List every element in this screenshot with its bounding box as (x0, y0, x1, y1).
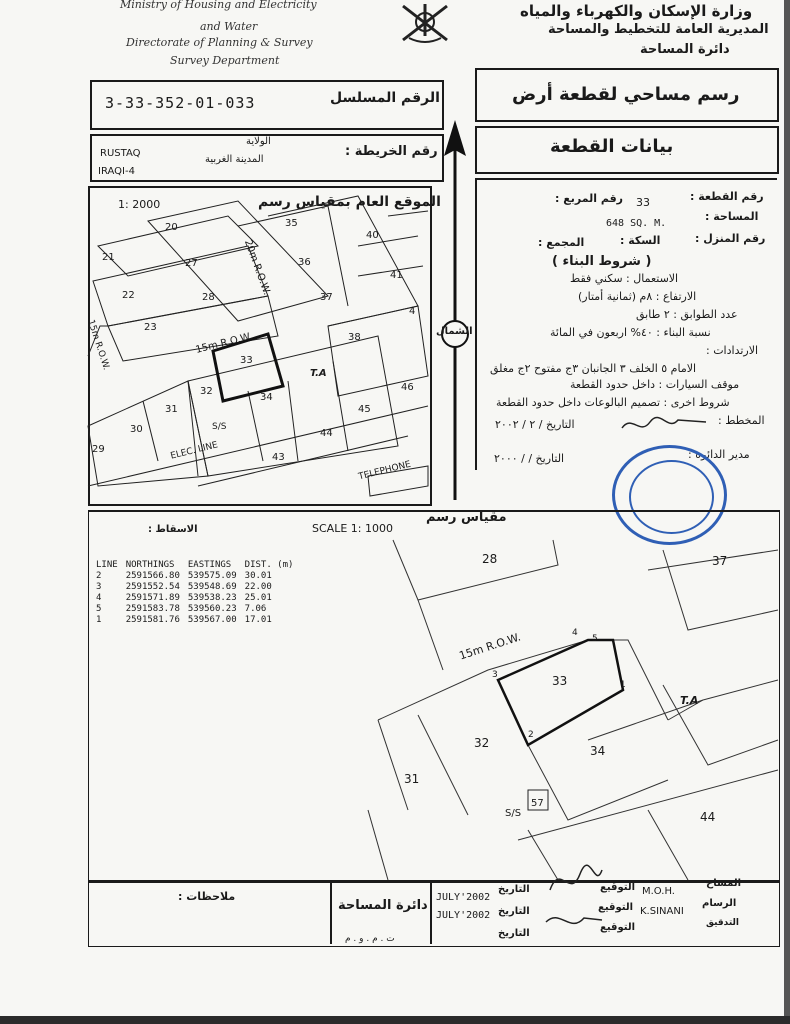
loc-plot-4: 4 (409, 306, 416, 317)
detail-plot-32: 32 (474, 736, 490, 750)
loc-plot-21: 21 (102, 252, 115, 263)
footer-signature (540, 860, 610, 940)
planner-label: المخطط : (718, 414, 765, 427)
coords-header-dist: DIST. (m) (244, 560, 294, 570)
cell: 2591552.54 (125, 582, 180, 592)
detail-plot-44: 44 (700, 810, 716, 824)
cell: 1 (96, 615, 102, 625)
building-setbacks: الارتدادات : (706, 344, 759, 357)
sikka-label: السكة : (620, 234, 661, 247)
plot-data-title: بيانات القطعة (550, 136, 674, 157)
loc-plot-41: 41 (390, 270, 403, 281)
ministry-ar-line3: دائرة المساحة (640, 42, 730, 57)
footer-date-label-3: التاريخ (498, 928, 530, 939)
detail-plot-57: 57 (531, 798, 544, 809)
surveyor-value: M.O.H. (642, 886, 675, 897)
scan-edge-bottom (0, 1016, 790, 1024)
footer-date-label-1: التاريخ (498, 884, 530, 895)
square-label: رقم المربع : (555, 192, 623, 205)
footer-bottom-left: ت . م . و . م (345, 934, 395, 944)
document-title: رسم مساحي لقطعة أرض (512, 84, 740, 105)
scale-label: مقياس رسم (426, 510, 507, 525)
house-label: رقم المنزل : (695, 232, 766, 245)
loc-plot-33: 33 (240, 355, 253, 366)
loc-row15-left: 15m R.O.W. (85, 318, 111, 372)
loc-elec-line: ELEC. LINE (169, 440, 219, 462)
building-use: الاستعمال : سكني فقط (570, 272, 679, 285)
loc-plot-27: 27 (185, 258, 198, 269)
detail-plot-34: 34 (590, 744, 606, 758)
ministry-en-line1: Ministry of Housing and Electricity (120, 0, 317, 11)
map-ref-label: رقم الخريطة : (345, 144, 438, 159)
coords-header-line: LINE (96, 560, 118, 570)
ministry-ar-line2: المديرية العامة للتخطيط والمساحة (548, 22, 769, 37)
footer-signature-label-1: التوقيع (600, 882, 635, 893)
loc-plot-36: 36 (298, 257, 311, 268)
detail-vertex-4: 4 (572, 628, 578, 638)
detail-scale: SCALE 1: 1000 (312, 522, 393, 535)
loc-plot-46: 46 (401, 382, 414, 393)
area-label: المساحة : (705, 210, 759, 223)
loc-plot-35: 35 (285, 218, 298, 229)
footer-signature-label-3: التوقيع (600, 922, 635, 933)
detail-row: 15m R.O.W. (457, 630, 523, 663)
loc-plot-20: 20 (165, 222, 178, 233)
coords-header-northings: NORTHINGS (125, 560, 175, 570)
serial-label: الرقم المسلسل (330, 90, 440, 106)
loc-plot-45: 45 (358, 404, 371, 415)
footer-divider-2 (430, 880, 432, 944)
projection-label: الاسقاط : (148, 524, 198, 535)
loc-plot-44: 44 (320, 428, 333, 439)
cell: 5 (96, 604, 102, 614)
cell: 17.01 (244, 615, 272, 625)
checker-label: التدقيق (706, 918, 740, 928)
loc-plot-29: 29 (92, 444, 105, 455)
cell: 30.01 (244, 571, 272, 581)
footer-divider-1 (330, 880, 332, 944)
north-label: الشمال (436, 326, 473, 337)
plot-no-label: رقم القطعة : (690, 190, 764, 203)
building-setbacks-detail: الامام ٥ الخلف ٣ الجانبان ٣ج مفتوح ٢ج مغلق (490, 362, 697, 375)
cell: 2591571.89 (125, 593, 180, 603)
building-parking: موقف السيارات : داخل حدود القطعة (570, 378, 740, 391)
footer-date-1: JULY'2002 (436, 892, 491, 903)
wilayat-value: RUSTAQ (100, 148, 141, 159)
cell: 539567.00 (187, 615, 237, 625)
area-value: 648 SQ. M. (606, 218, 667, 229)
detail-vertex-1: 1 (620, 680, 626, 690)
detail-vertex-5: 5 (592, 634, 598, 644)
ministry-ar-line1: وزارة الإسكان والكهرباء والمياه (520, 2, 753, 20)
director-label: مدير الدائرة : (688, 448, 750, 461)
coords-header-eastings: EASTINGS (187, 560, 232, 570)
cell: 2591566.80 (125, 571, 180, 581)
detail-plot-28: 28 (482, 552, 498, 566)
notes-label: ملاحظات : (178, 890, 236, 903)
cell: 539560.23 (187, 604, 237, 614)
scan-edge-right (784, 0, 790, 1024)
loc-ss: S/S (212, 422, 227, 432)
city-label: المدينة الغربية (205, 154, 264, 165)
loc-plot-43: 43 (272, 452, 285, 463)
loc-plot-22: 22 (122, 290, 135, 301)
building-title: ( شروط البناء ) (552, 254, 652, 269)
surveyor-label: المساح (706, 878, 742, 889)
cell: 539575.09 (187, 571, 237, 581)
ministry-en-line4: Survey Department (170, 54, 280, 67)
ministry-en-line2: and Water (200, 20, 258, 33)
complex-label: المجمع : (538, 236, 585, 249)
cell: 3 (96, 582, 102, 592)
director-date: التاريخ / / ٢٠٠٠ (494, 452, 565, 465)
detail-plot-33: 33 (552, 674, 568, 688)
detail-ss: S/S (505, 808, 522, 819)
drafter-label: الرسام (702, 898, 737, 909)
loc-plot-37: 37 (320, 292, 333, 303)
serial-number: 3-33-352-01-033 (105, 94, 256, 112)
footer-signature-label-2: التوقيع (598, 902, 633, 913)
building-ratio: نسبة البناء : ٤٠% اربعون في المائة (550, 326, 711, 339)
detail-vertex-2: 2 (528, 730, 534, 740)
loc-ta-label: T.A (310, 368, 327, 379)
building-floors: عدد الطوابق : ٢ طابق (636, 308, 738, 321)
cell: 2591583.78 (125, 604, 180, 614)
cell: 539538.23 (187, 593, 237, 603)
north-arrow-icon (440, 120, 470, 500)
building-height: الارتفاع : ٨م (ثمانية أمتار) (578, 290, 697, 303)
location-map-scale: 1: 2000 (118, 198, 161, 211)
cell: 2591581.76 (125, 615, 180, 625)
detail-plot-37: 37 (712, 554, 728, 568)
building-other: شروط اخرى : تصميم البالوعات داخل حدود القطعة (496, 396, 730, 409)
cell: 25.01 (244, 593, 272, 603)
loc-row15: 15m R.O.W. (194, 331, 254, 356)
cell: 4 (96, 593, 102, 603)
plot-no-value: 33 (636, 196, 650, 209)
detail-vertex-3: 3 (492, 670, 498, 680)
drafter-value: K.SINANI (640, 906, 684, 917)
loc-plot-38: 38 (348, 332, 361, 343)
ministry-en-line3: Directorate of Planning & Survey (126, 36, 313, 49)
footer-date-2: JULY'2002 (436, 910, 491, 921)
loc-telephone: TELEPHONE (357, 459, 413, 483)
loc-plot-23: 23 (144, 322, 157, 333)
survey-dept-label: دائرة المساحة (338, 898, 428, 913)
wilayat-label: الولاية (246, 136, 271, 147)
city-value: IRAQI-4 (98, 166, 135, 177)
loc-plot-31: 31 (165, 404, 178, 415)
oman-emblem-icon (395, 0, 455, 46)
planner-signature (620, 410, 710, 440)
footer-date-label-2: التاريخ (498, 906, 530, 917)
detail-ta: T.A (680, 694, 699, 707)
cell: 2 (96, 571, 102, 581)
planner-date: التاريخ / ٢ / ٢٠٠٢ (495, 418, 575, 431)
loc-plot-32: 32 (200, 386, 213, 397)
loc-plot-30: 30 (130, 424, 143, 435)
cell: 22.00 (244, 582, 272, 592)
loc-plot-28: 28 (202, 292, 215, 303)
loc-plot-40: 40 (366, 230, 379, 241)
site-plan-map (88, 510, 778, 880)
loc-plot-34: 34 (260, 392, 273, 403)
loc-row20: 20m R.O.W. (241, 238, 273, 297)
cell: 7.06 (244, 604, 267, 614)
detail-plot-31: 31 (404, 772, 420, 786)
location-map-title: الموقع العام بمقياس رسم (258, 194, 441, 210)
cell: 539548.69 (187, 582, 237, 592)
